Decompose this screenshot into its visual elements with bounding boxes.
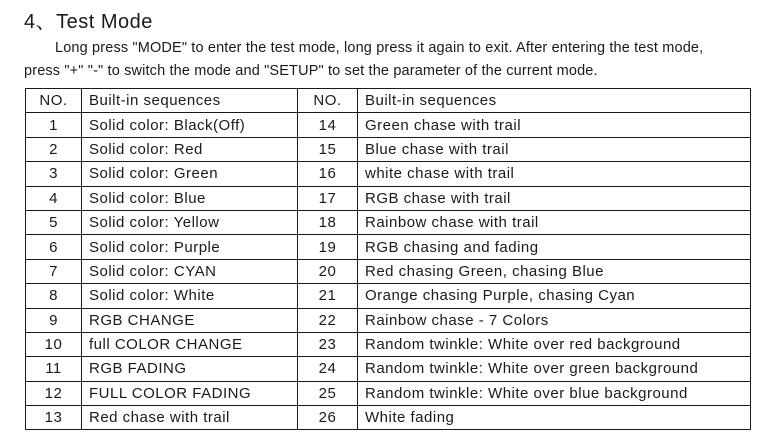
sequence-no-right: 26 [298,406,358,430]
sequence-name-right: Blue chase with trail [358,137,751,161]
sequence-name-right: Orange chasing Purple, chasing Cyan [358,284,751,308]
sequence-no-left: 11 [26,357,82,381]
sequence-no-left: 10 [26,332,82,356]
sequence-name-left: Red chase with trail [82,406,298,430]
sequence-table [25,88,751,430]
table-row [26,357,751,381]
sequence-name-left: Solid color: Yellow [82,210,298,234]
sequence-name-right: Green chase with trail [358,113,751,137]
header-sequences-right: Built-in sequences [358,89,751,113]
table-row [26,113,751,137]
sequence-no-right: 24 [298,357,358,381]
table-row [26,235,751,259]
sequence-name-right: Random twinkle: White over blue background [358,381,751,405]
sequence-no-right: 25 [298,381,358,405]
table-row [26,406,751,430]
sequence-no-left: 6 [26,235,82,259]
sequence-name-right: White fading [358,406,751,430]
sequence-no-left: 8 [26,284,82,308]
sequence-no-right: 21 [298,284,358,308]
sequence-no-right: 17 [298,186,358,210]
sequence-no-left: 4 [26,186,82,210]
sequence-no-right: 14 [298,113,358,137]
sequence-no-left: 5 [26,210,82,234]
sequence-no-left: 12 [26,381,82,405]
sequence-name-left: Solid color: Blue [82,186,298,210]
sequence-name-right: Random twinkle: White over red background [358,332,751,356]
sequence-name-left: Solid color: Purple [82,235,298,259]
sequence-name-left: RGB CHANGE [82,308,298,332]
section-title: 4、Test Mode [24,11,153,33]
table-row [26,284,751,308]
instructions-line-1: Long press "MODE" to enter the test mode, long press it again to exit. After entering the test mode, [55,40,704,56]
sequence-no-right: 19 [298,235,358,259]
table-row [26,381,751,405]
sequence-name-right: white chase with trail [358,162,751,186]
sequence-name-left: Solid color: Red [82,137,298,161]
sequence-no-right: 20 [298,259,358,283]
table-row [26,210,751,234]
sequence-no-left: 1 [26,113,82,137]
sequence-name-right: Red chasing Green, chasing Blue [358,259,751,283]
header-no-left: NO. [26,89,82,113]
sequence-name-left: Solid color: Green [82,162,298,186]
table-row [26,137,751,161]
table-row [26,308,751,332]
sequence-no-left: 7 [26,259,82,283]
sequence-no-left: 3 [26,162,82,186]
sequence-no-left: 2 [26,137,82,161]
instructions-line-2: press "+" "-" to switch the mode and "SETUP" to set the parameter of the current mode. [24,62,598,79]
table-row [26,186,751,210]
sequence-name-left: Solid color: CYAN [82,259,298,283]
instructions-paragraph [24,37,782,82]
sequence-no-right: 22 [298,308,358,332]
sequence-name-left: Solid color: White [82,284,298,308]
sequence-name-right: RGB chasing and fading [358,235,751,259]
table-row [26,162,751,186]
header-sequences-left: Built-in sequences [82,89,298,113]
sequence-name-left: Solid color: Black(Off) [82,113,298,137]
sequence-name-left: full COLOR CHANGE [82,332,298,356]
sequence-name-right: Rainbow chase with trail [358,210,751,234]
table-body [26,113,751,430]
sequence-name-left: FULL COLOR FADING [82,381,298,405]
header-no-right: NO. [298,89,358,113]
sequence-name-right: Rainbow chase - 7 Colors [358,308,751,332]
sequence-no-right: 18 [298,210,358,234]
table-row [26,332,751,356]
sequence-name-right: Random twinkle: White over green background [358,357,751,381]
sequence-name-left: RGB FADING [82,357,298,381]
sequence-no-left: 9 [26,308,82,332]
table-header-row [26,89,751,113]
sequence-no-left: 13 [26,406,82,430]
sequence-name-right: RGB chase with trail [358,186,751,210]
sequence-no-right: 15 [298,137,358,161]
sequence-no-right: 23 [298,332,358,356]
sequence-no-right: 16 [298,162,358,186]
table-row [26,259,751,283]
